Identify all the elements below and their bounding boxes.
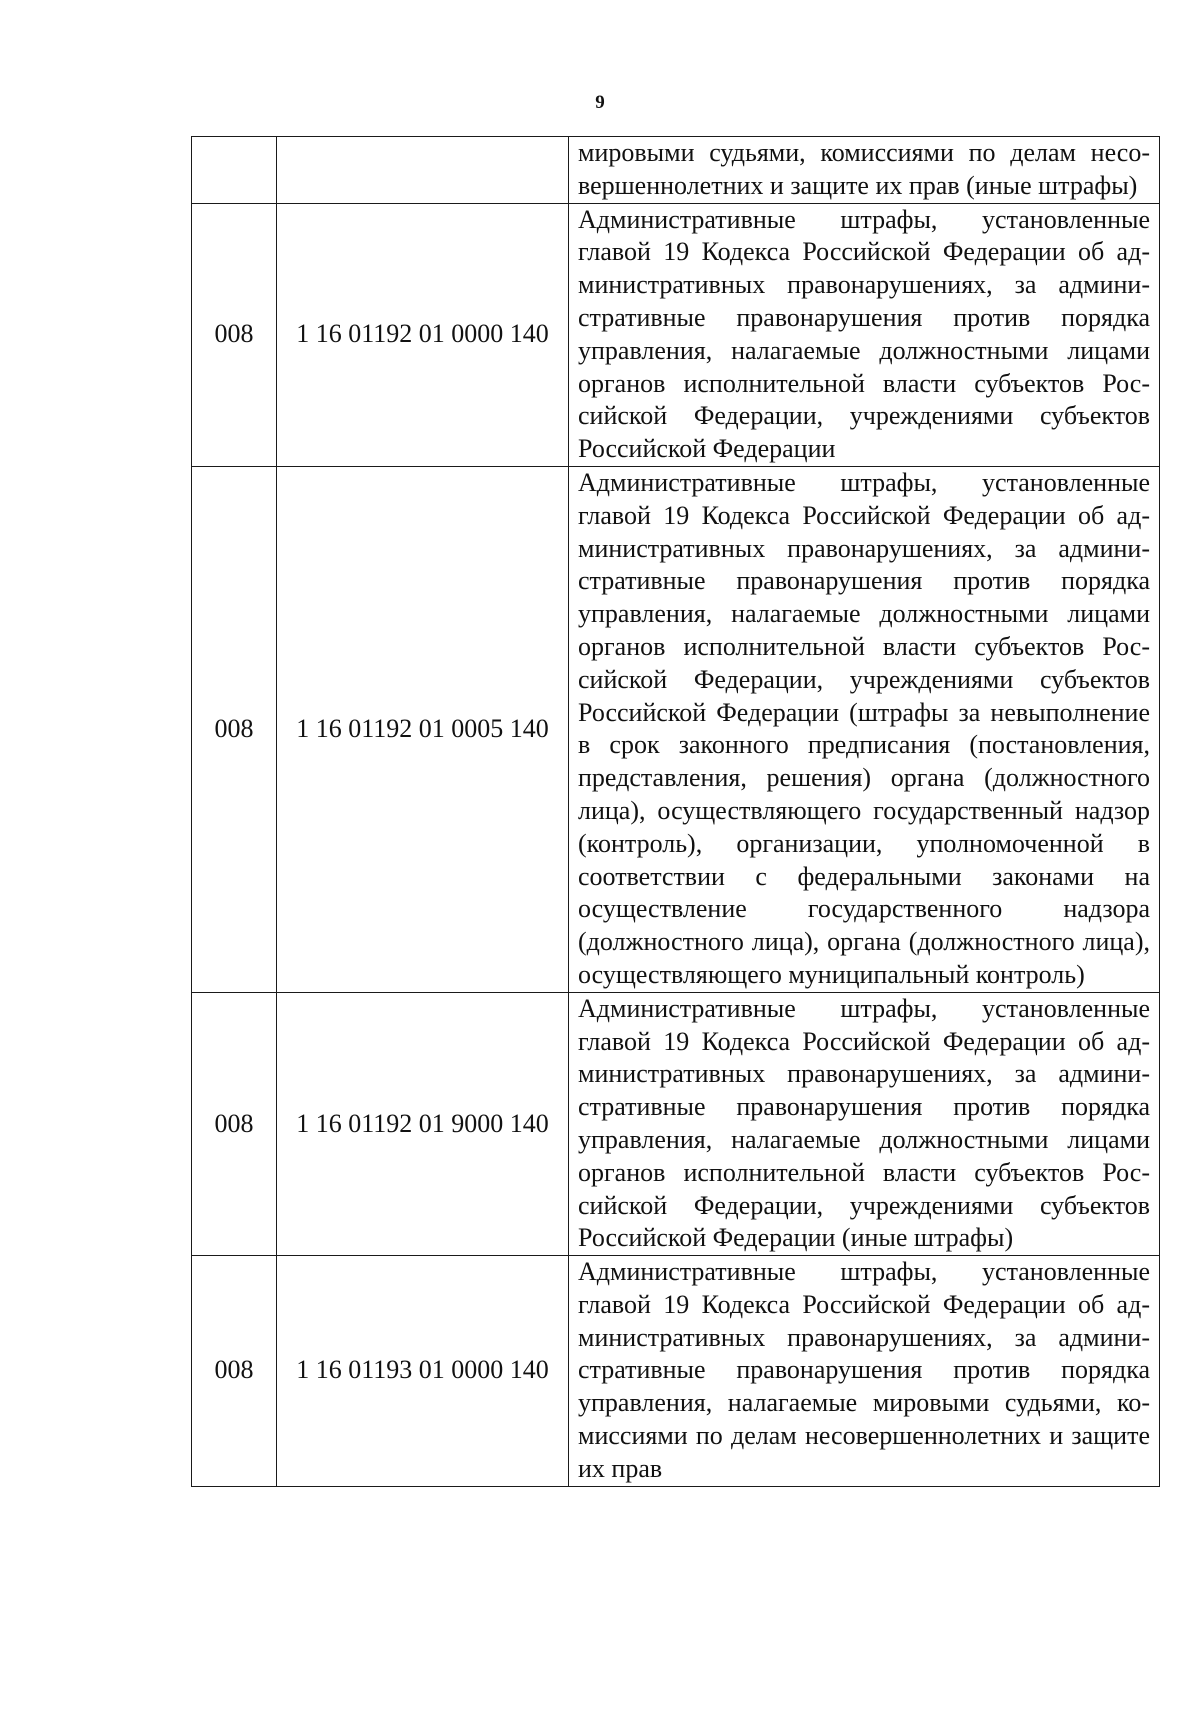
admin-code-cell: 008 [192,203,277,466]
admin-code-cell [192,137,277,204]
kbk-code-cell: 1 16 01192 01 9000 140 [277,992,569,1255]
admin-code-cell: 008 [192,992,277,1255]
description-cell: Административные штрафы, установленные главой 19 Кодекса Российской Федерации об административных правонарушениях, за административные правонарушения против порядка управления, налагаемые мировыми судьями, комиссиями по делам несовершеннолетних и защите их прав [569,1256,1160,1487]
kbk-code-cell: 1 16 01192 01 0000 140 [277,203,569,466]
table-row [192,1256,1160,1487]
table-row [192,203,1160,466]
table-row [192,137,1160,204]
kbk-code-cell: 1 16 01193 01 0000 140 [277,1256,569,1487]
table-row [192,992,1160,1255]
kbk-code-cell: 1 16 01192 01 0005 140 [277,466,569,992]
budget-classification-table [191,136,1160,1487]
admin-code-cell: 008 [192,1256,277,1487]
kbk-code-cell [277,137,569,204]
description-cell: Административные штрафы, установленные главой 19 Кодекса Российской Федерации об административных правонарушениях, за административные правонарушения против порядка управления, налагаемые должностными лицами органов исполнительной власти субъектов Российской Федерации, учреждениями субъектов Российской Федерации (штрафы за невыполнение в срок законного предписания (постановления, представления, решения) органа (должностного лица), осуществляющего государственный надзор (контроль), организации, уполномоченной в соответствии с федеральными законами на осуществление государственного надзора (должностного лица), органа (должностного лица), осуществляющего муниципальный контроль) [569,466,1160,992]
page-number: 9 [595,92,605,113]
description-cell: мировыми судьями, комиссиями по делам несовершеннолетних и защите их прав (иные штрафы) [569,137,1160,204]
description-cell: Административные штрафы, установленные главой 19 Кодекса Российской Федерации об административных правонарушениях, за административные правонарушения против порядка управления, налагаемые должностными лицами органов исполнительной власти субъектов Российской Федерации, учреждениями субъектов Российской Федерации (иные штрафы) [569,992,1160,1255]
description-cell: Административные штрафы, установленные главой 19 Кодекса Российской Федерации об административных правонарушениях, за административные правонарушения против порядка управления, налагаемые должностными лицами органов исполнительной власти субъектов Российской Федерации, учреждениями субъектов Российской Федерации [569,203,1160,466]
admin-code-cell: 008 [192,466,277,992]
table-row [192,466,1160,992]
